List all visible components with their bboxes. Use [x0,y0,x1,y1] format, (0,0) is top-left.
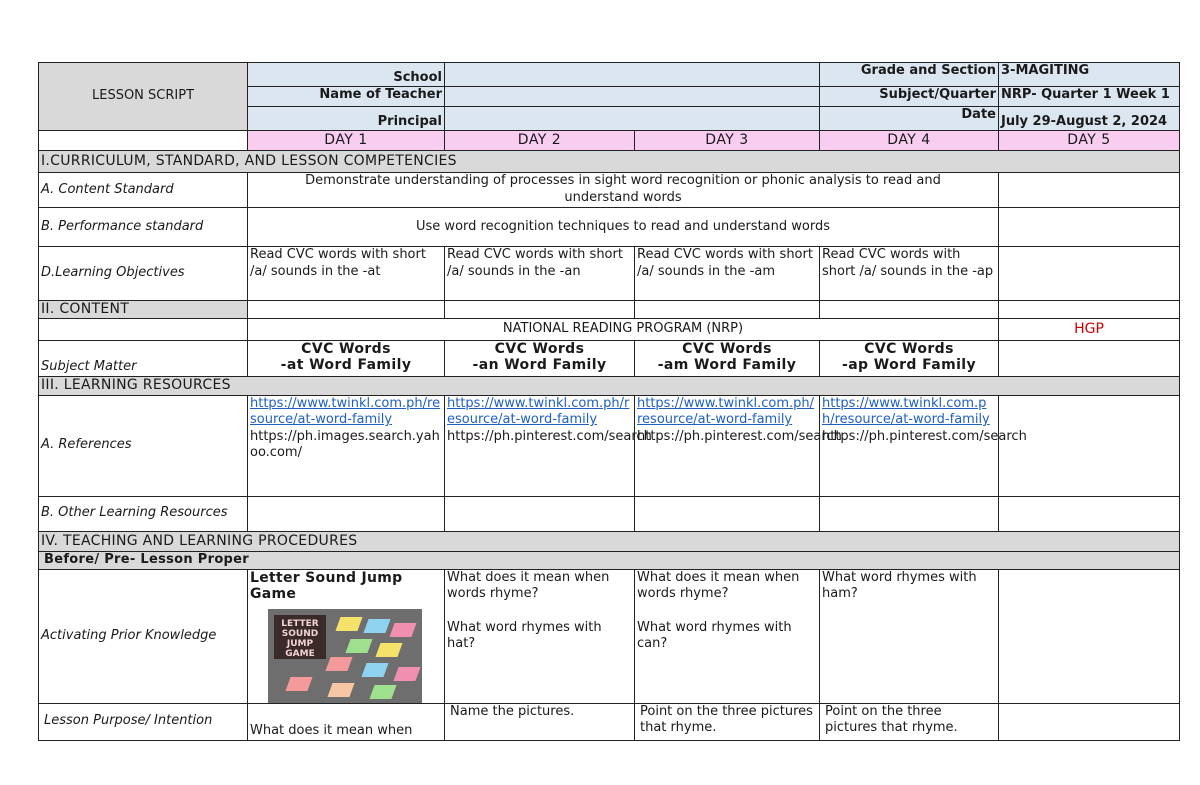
subject-label: Subject/Quarter [820,87,999,107]
activating-day4 [820,569,999,703]
content-blank-2 [445,301,635,319]
purpose-label: Lesson Purpose/ Intention [39,703,248,740]
grade-label: Grade and Section [820,63,999,87]
program-label-blank [39,318,248,340]
references-day5 [999,395,1180,496]
reference-link[interactable]: https://www.twinkl.com.ph/resource/at-word-family [822,395,990,427]
letter-sound-jump-game-photo [268,609,422,703]
references-day2 [445,395,652,496]
school-field[interactable] [445,63,820,87]
activity-question: What word rhymes with hat? [447,619,602,651]
grade-value: 3-MAGITING [999,63,1180,87]
references-day1 [248,395,445,496]
day-1-header: DAY 1 [248,131,445,151]
topic-family: -am Word Family [657,357,797,373]
purpose-day2: Name the pictures. [445,703,635,740]
objective-day2: Read CVC words with short /a/ sounds in the -an [445,247,635,301]
topic-family: -at Word Family [280,357,412,373]
teacher-label: Name of Teacher [248,87,445,107]
section-resources: III. LEARNING RESOURCES [39,376,1180,395]
reference-link[interactable]: https://www.twinkl.com.ph/resource/at-word-family [250,395,441,427]
date-label: Date [820,107,999,131]
other-resources-day4 [820,496,999,531]
teacher-field[interactable] [445,87,820,107]
other-resources-label: B. Other Learning Resources [39,496,248,531]
activating-day1 [248,569,445,703]
content-standard-label: A. Content Standard [39,173,248,208]
subject-matter-day5 [999,340,1180,376]
other-resources-day1 [248,496,445,531]
program-text: NATIONAL READING PROGRAM (NRP) [248,318,999,340]
day-2-header: DAY 2 [445,131,635,151]
topic-family: -an Word Family [472,357,607,373]
references-day4 [820,395,1027,496]
content-blank-4 [820,301,999,319]
section-procedures: IV. TEACHING AND LEARNING PROCEDURES [39,531,1180,551]
topic-family: -ap Word Family [841,357,977,373]
content-blank-3 [635,301,820,319]
objective-day3: Read CVC words with short /a/ sounds in the -am [635,247,820,301]
topic-title: CVC Words [494,340,585,357]
content-standard-text: Demonstrate understanding of processes in sight word recognition or phonic analysis to read and understand words [248,173,999,208]
activity-question: What does it mean when words rhyme? [447,569,610,601]
reference-extra: https://ph.pinterest.com/search [637,428,842,444]
day-header-blank [39,131,248,151]
day-3-header: DAY 3 [635,131,820,151]
hgp-label: HGP [999,318,1180,340]
reference-link[interactable]: https://www.twinkl.com.ph/resource/at-word-family [447,395,630,427]
objectives-label: D.Learning Objectives [39,247,248,301]
performance-standard-label: B. Performance standard [39,208,248,247]
subject-matter-day1 [248,340,445,376]
performance-standard-text: Use word recognition techniques to read and understand words [248,208,999,247]
subject-matter-day4 [820,340,999,376]
purpose-day4: Point on the three pictures that rhyme. [820,703,999,740]
activity-question: What word rhymes with can? [637,619,792,651]
purpose-day3: Point on the three pictures that rhyme. [635,703,820,740]
activating-day2 [445,569,635,703]
topic-title: CVC Words [301,340,391,357]
reference-extra: https://ph.pinterest.com/search [822,428,1027,444]
subject-value: NRP- Quarter 1 Week 1 [999,87,1180,107]
activity-question: What does it mean when words rhyme? [637,569,800,601]
date-value: July 29-August 2, 2024 [999,107,1180,131]
activating-label: Activating Prior Knowledge [39,569,248,703]
other-resources-day5 [999,496,1180,531]
activating-day5 [999,569,1180,703]
school-label: School [248,63,445,87]
activating-day3 [635,569,820,703]
content-blank-5 [999,301,1180,319]
principal-field[interactable] [445,107,820,131]
reference-extra: https://ph.pinterest.com/search [447,428,652,444]
day-4-header: DAY 4 [820,131,999,151]
purpose-day5 [999,703,1180,740]
content-blank-1 [248,301,445,319]
subject-matter-day2 [445,340,635,376]
performance-standard-day5 [999,208,1180,247]
purpose-day1: What does it mean when [248,703,445,740]
references-label: A. References [39,395,248,496]
principal-label: Principal [248,107,445,131]
activity-question: What word rhymes with ham? [822,569,977,601]
section-before: Before/ Pre- Lesson Proper [39,551,1180,569]
topic-title: CVC Words [864,340,954,357]
reference-extra: https://ph.images.search.yahoo.com/ [250,428,440,460]
objective-day4: Read CVC words with short /a/ sounds in the -ap [820,247,999,301]
subject-matter-day3 [635,340,820,376]
subject-matter-label: Subject Matter [39,340,248,376]
other-resources-day2 [445,496,635,531]
section-content: II. CONTENT [39,301,248,319]
objective-day5 [999,247,1180,301]
lesson-script-sheet [38,62,1179,741]
content-standard-day5 [999,173,1180,208]
game-sign-text: LETTER SOUND JUMP GAME [274,615,326,659]
reference-link[interactable]: https://www.twinkl.com.ph/resource/at-word-family [637,395,815,427]
objective-day1: Read CVC words with short /a/ sounds in the -at [248,247,445,301]
references-day3 [635,395,842,496]
day-5-header: DAY 5 [999,131,1180,151]
topic-title: CVC Words [682,340,772,357]
lesson-script-title: LESSON SCRIPT [39,63,248,131]
activity-title: Letter Sound Jump Game [250,569,403,602]
section-curriculum: I.CURRICULUM, STANDARD, AND LESSON COMPETENCIES [39,151,1180,173]
other-resources-day3 [635,496,820,531]
lesson-table [38,62,1180,741]
